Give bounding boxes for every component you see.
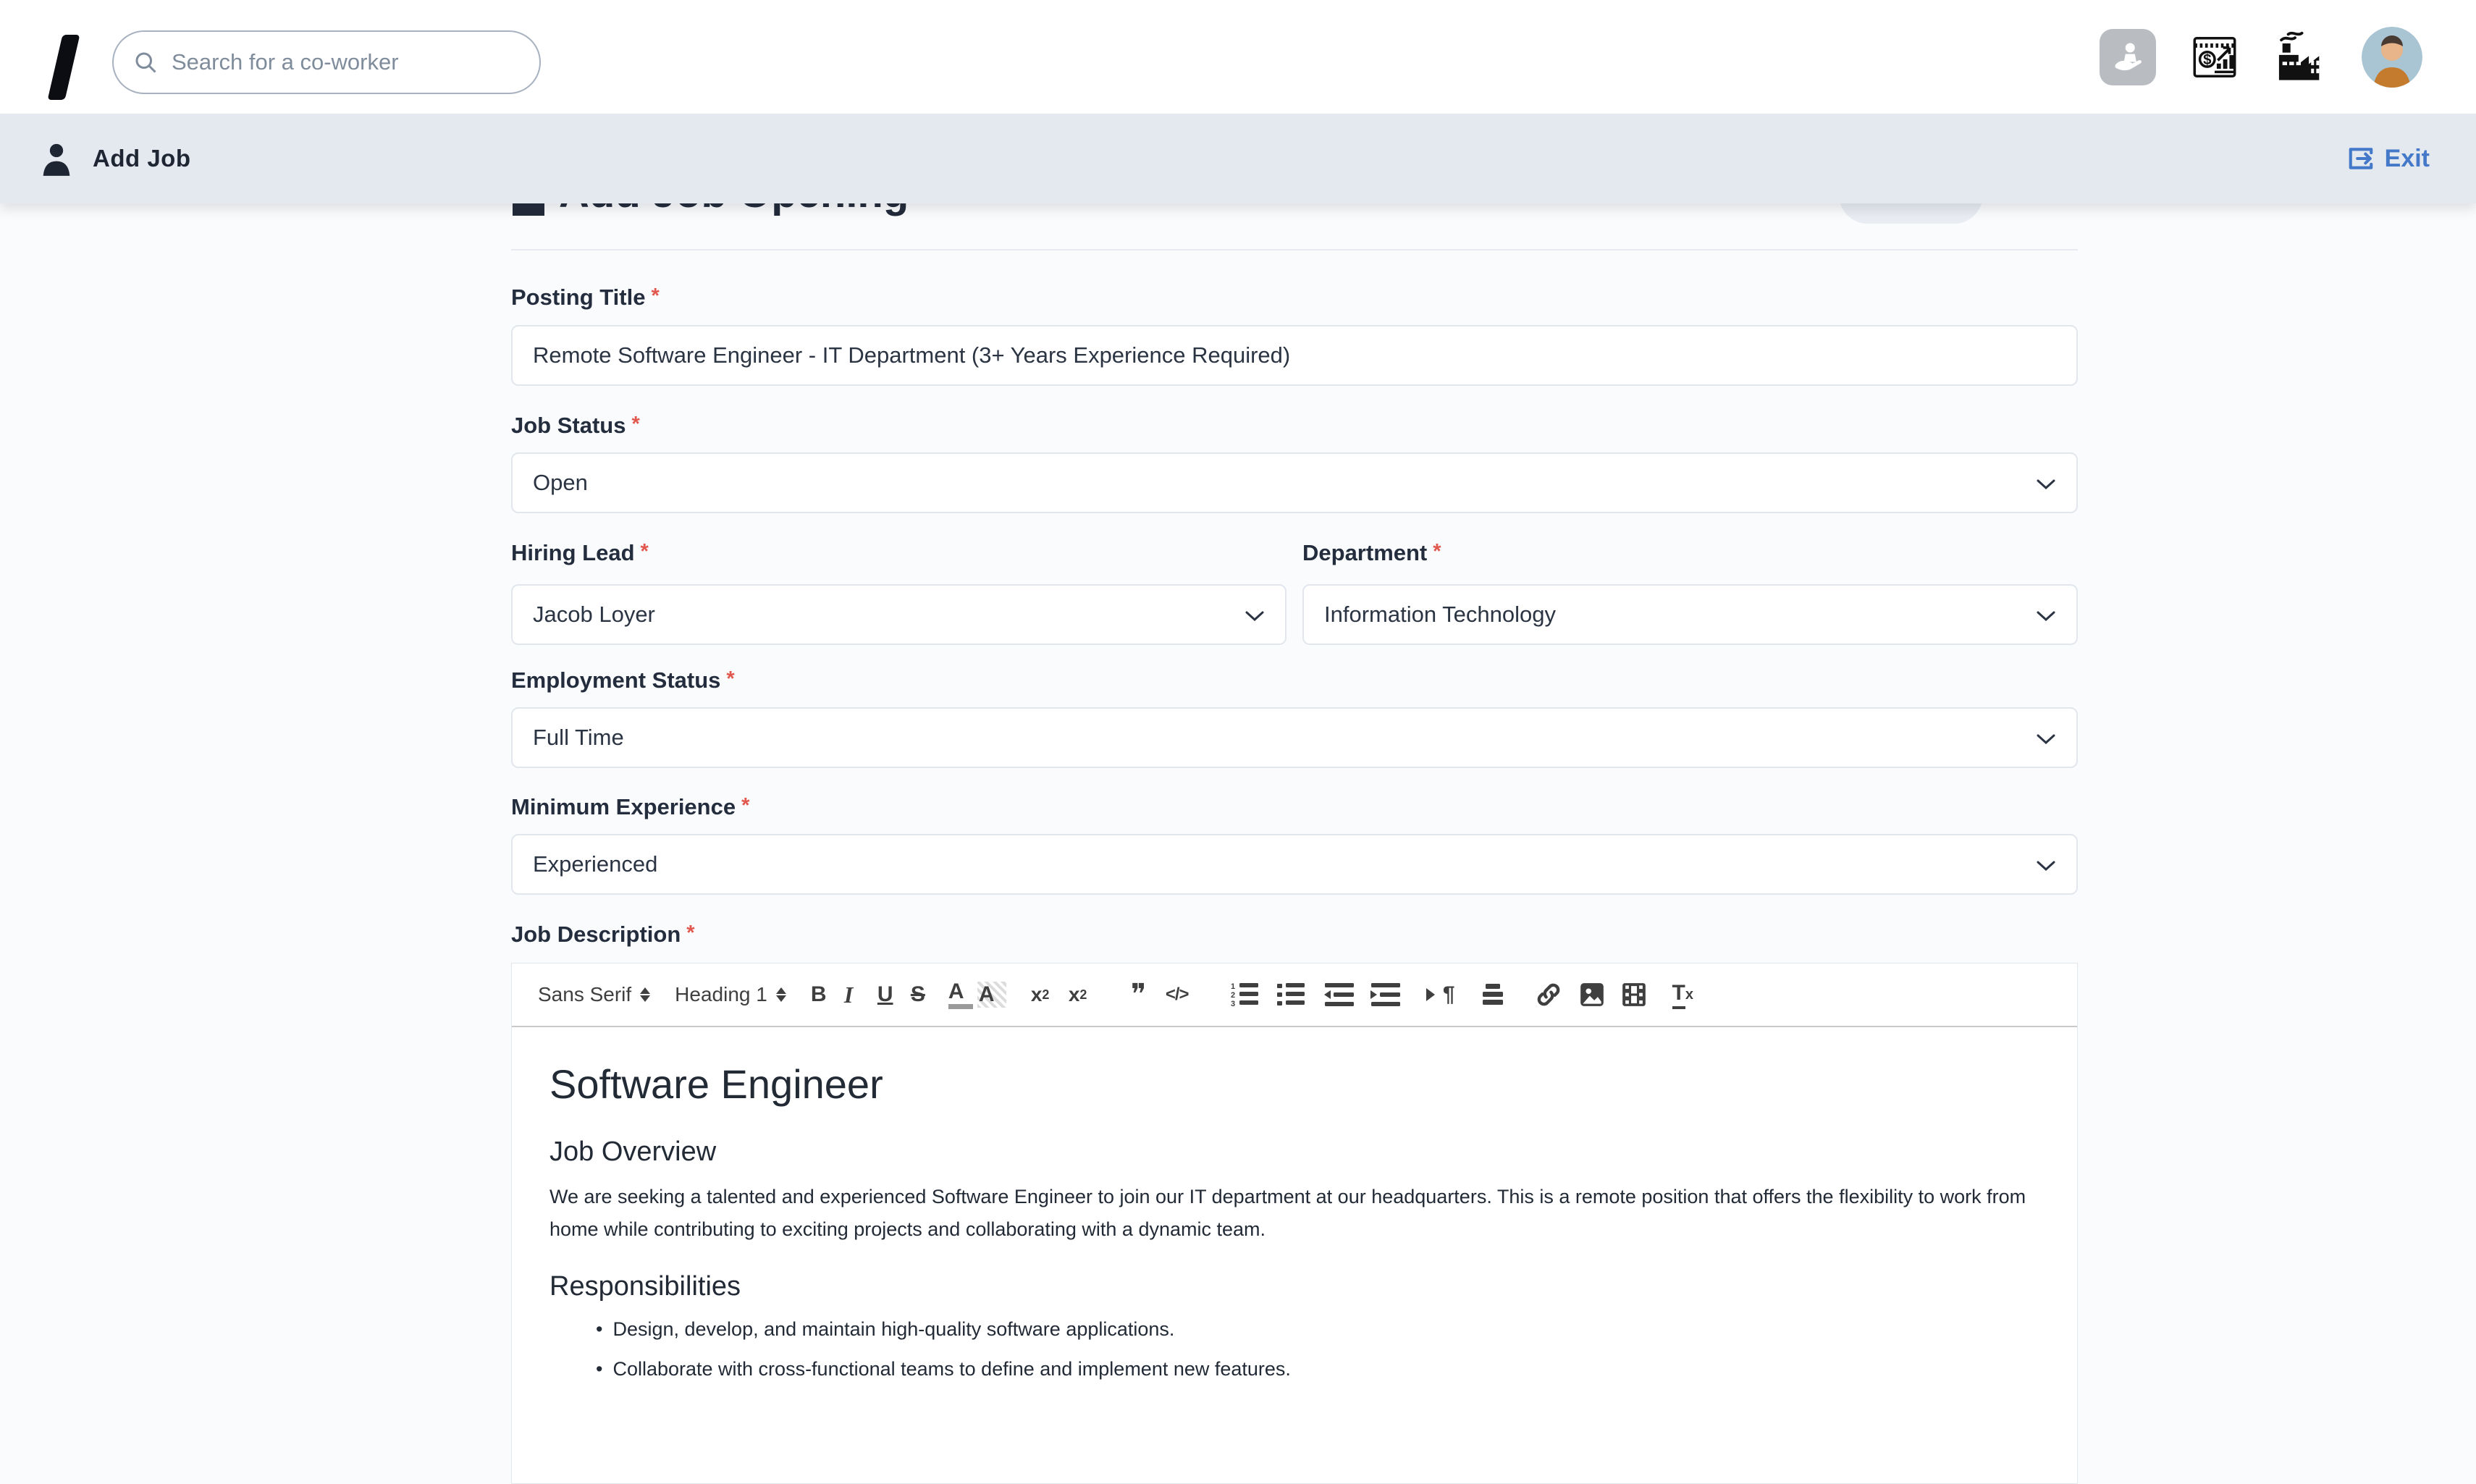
coworker-search[interactable] (112, 30, 541, 94)
minimum-experience-select[interactable] (511, 834, 2078, 895)
hiring-lead-label: Hiring Lead * (511, 540, 649, 565)
benefits-care-icon[interactable] (2100, 29, 2156, 85)
svg-text:3: 3 (1230, 1000, 1235, 1008)
code-block-button[interactable]: </> (1165, 985, 1189, 1004)
overview-paragraph: We are seeking a talented and experienced Software Engineer to join our IT department at our headquarters. This is a remote position that offers the flexibility to work from home while contributing to exciting projects and collaborating with a dynamic team. (549, 1186, 2026, 1241)
department-value: Information Technology (1324, 602, 1556, 627)
highlight-color-button[interactable]: A (977, 982, 1006, 1008)
person-icon (41, 141, 72, 176)
department-select[interactable] (1302, 584, 2078, 645)
exit-icon (2347, 145, 2375, 172)
align-button[interactable] (1480, 982, 1509, 1007)
outdent-button[interactable] (1323, 982, 1355, 1008)
font-family-select[interactable]: Sans Serif (538, 983, 650, 1006)
user-avatar[interactable] (2362, 27, 2422, 88)
job-description-content[interactable] (512, 1027, 2077, 1383)
chevron-down-icon (1245, 610, 1265, 623)
underline-button[interactable]: U (877, 982, 893, 1006)
svg-text:2: 2 (1230, 991, 1235, 1000)
employment-status-value: Full Time (533, 725, 624, 750)
exit-button[interactable] (2347, 145, 2430, 173)
top-navigation-bar (0, 0, 2476, 114)
clear-formatting-button[interactable]: T x (1672, 981, 1693, 1009)
chevron-down-icon (2036, 733, 2056, 746)
job-description-editor (511, 963, 2078, 1484)
text-color-button[interactable]: A (948, 981, 973, 1009)
addjob-bar-title: Add Job (93, 145, 191, 172)
employment-status-select[interactable] (511, 707, 2078, 768)
job-status-value: Open (533, 470, 588, 495)
hiring-lead-select[interactable] (511, 584, 1287, 645)
responsibilities-heading: Responsibilities (549, 1270, 741, 1302)
heading-style-select[interactable]: Heading 1 (675, 983, 786, 1006)
minimum-experience-value: Experienced (533, 851, 658, 877)
department-label: Department * (1302, 540, 1441, 565)
job-status-label: Job Status * (511, 413, 640, 438)
exit-label: Exit (2384, 144, 2430, 172)
ordered-list-button[interactable] (1231, 982, 1263, 1008)
updown-arrows-icon (640, 987, 650, 1002)
posting-title-label: Posting Title * (511, 284, 660, 310)
app-logo[interactable] (48, 35, 80, 100)
italic-button[interactable]: I (843, 981, 854, 1008)
editor-toolbar (512, 964, 2077, 1026)
payroll-chart-icon[interactable] (2189, 32, 2240, 83)
employment-status-label: Employment Status * (511, 667, 735, 693)
posting-title-field (511, 325, 2078, 386)
hiring-lead-value: Jacob Loyer (533, 602, 655, 627)
list-item: • Design, develop, and maintain high-quality software applications. (596, 1315, 2039, 1344)
chevron-down-icon (2036, 610, 2056, 623)
list-item: • Collaborate with cross-functional teams to define and implement new features. (596, 1355, 2039, 1383)
search-icon (132, 49, 159, 75)
blockquote-button[interactable]: ❞ (1130, 979, 1147, 1011)
video-button[interactable] (1620, 981, 1648, 1008)
job-description-label: Job Description * (511, 922, 695, 947)
superscript-button[interactable]: x 2 (1068, 983, 1087, 1006)
image-button[interactable] (1578, 981, 1606, 1008)
section-divider (511, 249, 2078, 250)
chevron-down-icon (2036, 478, 2056, 491)
chevron-down-icon (2036, 859, 2056, 872)
minimum-experience-label: Minimum Experience * (511, 794, 750, 819)
link-button[interactable] (1533, 980, 1564, 1009)
responsibilities-list (596, 1315, 2039, 1383)
indent-button[interactable] (1370, 982, 1402, 1008)
bold-button[interactable]: B (810, 982, 827, 1006)
description-title: Software Engineer (549, 1061, 883, 1107)
text-direction-button[interactable]: ¶ (1426, 982, 1455, 1007)
job-status-select[interactable] (511, 452, 2078, 513)
svg-text:$: $ (2203, 51, 2212, 68)
bullet-list-button[interactable] (1277, 982, 1309, 1008)
updown-arrows-icon (776, 987, 786, 1002)
svg-text:1: 1 (1230, 982, 1235, 991)
overview-heading: Job Overview (549, 1137, 717, 1167)
strikethrough-button[interactable]: S (910, 982, 925, 1006)
company-factory-icon[interactable] (2273, 30, 2328, 85)
posting-title-input[interactable] (533, 342, 2056, 368)
subscript-button[interactable]: x 2 (1030, 983, 1050, 1006)
add-job-header-bar (0, 114, 2476, 203)
search-input[interactable] (172, 49, 490, 75)
